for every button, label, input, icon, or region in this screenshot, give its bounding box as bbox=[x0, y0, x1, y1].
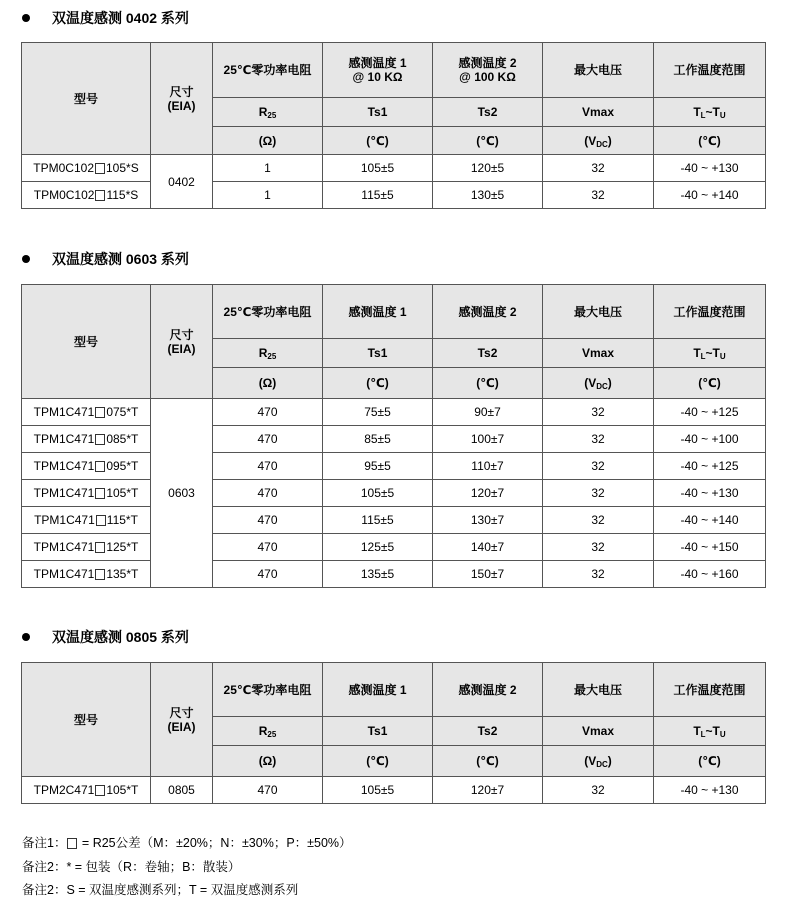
vmax-cell: 32 bbox=[543, 453, 654, 480]
ts1-cell: 95±5 bbox=[323, 453, 433, 480]
unit-ohm: (Ω) bbox=[213, 368, 323, 399]
ts2-cell: 90±7 bbox=[433, 399, 543, 426]
model-cell: TPM1C471 125*T bbox=[22, 534, 151, 561]
header-tl-tu: $T_L\sim T_U$ bbox=[654, 339, 766, 368]
vmax-cell: 32 bbox=[543, 561, 654, 588]
notes bbox=[22, 832, 352, 903]
vmax-cell: 32 bbox=[543, 399, 654, 426]
header-range: 工作温度范围 bbox=[654, 285, 766, 339]
table-row bbox=[22, 155, 766, 182]
tolerance-box-icon bbox=[95, 190, 105, 201]
table-row bbox=[22, 777, 766, 804]
header-ts2: Ts2 bbox=[433, 717, 543, 746]
r25-cell: 470 bbox=[213, 480, 323, 507]
vmax-cell: 32 bbox=[543, 507, 654, 534]
bullet-icon bbox=[22, 633, 30, 641]
ts2-cell: 140±7 bbox=[433, 534, 543, 561]
header-temp2: 感测温度 2 @ 100 KΩ bbox=[433, 43, 543, 98]
range-cell: -40 ~ +160 bbox=[654, 561, 766, 588]
range-cell: -40 ~ +130 bbox=[654, 155, 766, 182]
table-row bbox=[22, 534, 766, 561]
ts1-cell: 85±5 bbox=[323, 426, 433, 453]
header-resistance: 25℃零功率电阻 bbox=[213, 285, 323, 339]
header-vmax: 最大电压 bbox=[543, 285, 654, 339]
model-cell: TPM1C471 105*T bbox=[22, 480, 151, 507]
range-cell: -40 ~ +125 bbox=[654, 453, 766, 480]
vmax-cell: 32 bbox=[543, 777, 654, 804]
tolerance-box-icon bbox=[95, 434, 105, 445]
size-cell: 0603 bbox=[151, 399, 213, 588]
ts1-cell: 115±5 bbox=[323, 507, 433, 534]
header-size: 尺寸 (EIA) bbox=[151, 285, 213, 399]
model-cell: TPM1C471 135*T bbox=[22, 561, 151, 588]
section-heading-0603 bbox=[22, 249, 189, 269]
ts2-cell: 120±5 bbox=[433, 155, 543, 182]
tolerance-box-icon bbox=[96, 515, 106, 526]
ts2-cell: 100±7 bbox=[433, 426, 543, 453]
table-row bbox=[22, 453, 766, 480]
ts1-cell: 135±5 bbox=[323, 561, 433, 588]
size-cell: 0805 bbox=[151, 777, 213, 804]
header-tl-tu: $T_L\sim T_U$ bbox=[654, 717, 766, 746]
header-size: 尺寸 (EIA) bbox=[151, 663, 213, 777]
ts1-cell: 75±5 bbox=[323, 399, 433, 426]
ts1-cell: 115±5 bbox=[323, 182, 433, 209]
header-range: 工作温度范围 bbox=[654, 663, 766, 717]
table-row bbox=[22, 182, 766, 209]
vmax-cell: 32 bbox=[543, 155, 654, 182]
r25-cell: 470 bbox=[213, 534, 323, 561]
r25-cell: 470 bbox=[213, 426, 323, 453]
unit-celsius: (℃) bbox=[323, 368, 433, 399]
header-temp1: 感测温度 1 bbox=[323, 285, 433, 339]
header-model: 型号 bbox=[22, 663, 151, 777]
unit-celsius: (℃) bbox=[433, 127, 543, 155]
header-vmax-sym: Vmax bbox=[543, 717, 654, 746]
r25-cell: 470 bbox=[213, 453, 323, 480]
header-r25: $R_{25}$ bbox=[213, 339, 323, 368]
tolerance-box-icon bbox=[95, 488, 105, 499]
table-row bbox=[22, 507, 766, 534]
header-vmax-sym: Vmax bbox=[543, 98, 654, 127]
model-cell: TPM2C471 105*T bbox=[22, 777, 151, 804]
ts2-cell: 130±7 bbox=[433, 507, 543, 534]
header-model: 型号 bbox=[22, 43, 151, 155]
header-resistance: 25℃零功率电阻 bbox=[213, 663, 323, 717]
header-vmax: 最大电压 bbox=[543, 663, 654, 717]
header-temp2: 感测温度 2 bbox=[433, 663, 543, 717]
r25-cell: 470 bbox=[213, 561, 323, 588]
header-temp1: 感测温度 1 bbox=[323, 663, 433, 717]
ts2-cell: 130±5 bbox=[433, 182, 543, 209]
unit-ohm: (Ω) bbox=[213, 746, 323, 777]
unit-celsius: (℃) bbox=[323, 746, 433, 777]
section-title: 双温度感测 0402 系列 bbox=[52, 10, 189, 26]
model-cell: TPM1C471 075*T bbox=[22, 399, 151, 426]
header-vmax: 最大电压 bbox=[543, 43, 654, 98]
model-cell: TPM1C471 085*T bbox=[22, 426, 151, 453]
range-cell: -40 ~ +140 bbox=[654, 507, 766, 534]
r25-cell: 470 bbox=[213, 507, 323, 534]
section-title: 双温度感测 0805 系列 bbox=[52, 629, 189, 645]
header-temp2: 感测温度 2 bbox=[433, 285, 543, 339]
ts2-cell: 120±7 bbox=[433, 480, 543, 507]
table-row bbox=[22, 399, 766, 426]
ts2-cell: 150±7 bbox=[433, 561, 543, 588]
tolerance-box-icon bbox=[67, 838, 77, 849]
note-tolerance: 备注1： = R25公差（M：±20%；N：±30%；P：±50%） bbox=[22, 836, 352, 850]
section-title: 双温度感测 0603 系列 bbox=[52, 251, 189, 267]
ts1-cell: 105±5 bbox=[323, 155, 433, 182]
model-cell: TPM1C471 095*T bbox=[22, 453, 151, 480]
ts1-cell: 105±5 bbox=[323, 480, 433, 507]
tolerance-box-icon bbox=[95, 407, 105, 418]
tolerance-box-icon bbox=[95, 569, 105, 580]
header-vmax-sym: Vmax bbox=[543, 339, 654, 368]
ts1-cell: 125±5 bbox=[323, 534, 433, 561]
size-cell: 0402 bbox=[151, 155, 213, 209]
vmax-cell: 32 bbox=[543, 426, 654, 453]
unit-vdc: $(V_{DC})$ bbox=[543, 746, 654, 777]
section-heading-0805 bbox=[22, 627, 189, 647]
tolerance-box-icon bbox=[95, 785, 105, 796]
table-row bbox=[22, 561, 766, 588]
r25-cell: 470 bbox=[213, 399, 323, 426]
ts2-cell: 110±7 bbox=[433, 453, 543, 480]
unit-vdc: $(V_{DC})$ bbox=[543, 127, 654, 155]
unit-celsius: (℃) bbox=[323, 127, 433, 155]
header-ts1: Ts1 bbox=[323, 339, 433, 368]
unit-vdc: $(V_{DC})$ bbox=[543, 368, 654, 399]
unit-celsius: (℃) bbox=[433, 368, 543, 399]
vmax-cell: 32 bbox=[543, 182, 654, 209]
tolerance-box-icon bbox=[95, 461, 105, 472]
header-ts2: Ts2 bbox=[433, 339, 543, 368]
range-cell: -40 ~ +130 bbox=[654, 777, 766, 804]
r25-cell: 1 bbox=[213, 182, 323, 209]
header-r25: $R_{25}$ bbox=[213, 98, 323, 127]
header-size: 尺寸 (EIA) bbox=[151, 43, 213, 155]
header-temp1: 感测温度 1 @ 10 KΩ bbox=[323, 43, 433, 98]
range-cell: -40 ~ +100 bbox=[654, 426, 766, 453]
tolerance-box-icon bbox=[95, 163, 105, 174]
header-r25: $R_{25}$ bbox=[213, 717, 323, 746]
unit-celsius: (℃) bbox=[433, 746, 543, 777]
r25-cell: 1 bbox=[213, 155, 323, 182]
unit-celsius: (℃) bbox=[654, 368, 766, 399]
header-model: 型号 bbox=[22, 285, 151, 399]
r25-cell: 470 bbox=[213, 777, 323, 804]
section-heading-0402 bbox=[22, 8, 189, 28]
range-cell: -40 ~ +130 bbox=[654, 480, 766, 507]
unit-celsius: (℃) bbox=[654, 746, 766, 777]
model-cell: TPM0C102 105*S bbox=[22, 155, 151, 182]
model-cell: TPM0C102 115*S bbox=[22, 182, 151, 209]
range-cell: -40 ~ +150 bbox=[654, 534, 766, 561]
unit-celsius: (℃) bbox=[654, 127, 766, 155]
range-cell: -40 ~ +140 bbox=[654, 182, 766, 209]
ts2-cell: 120±7 bbox=[433, 777, 543, 804]
spec-table-0402 bbox=[21, 42, 766, 209]
model-cell: TPM1C471 115*T bbox=[22, 507, 151, 534]
table-row bbox=[22, 426, 766, 453]
tolerance-box-icon bbox=[95, 542, 105, 553]
table-row bbox=[22, 480, 766, 507]
range-cell: -40 ~ +125 bbox=[654, 399, 766, 426]
spec-table-0603 bbox=[21, 284, 766, 588]
header-ts1: Ts1 bbox=[323, 717, 433, 746]
ts1-cell: 105±5 bbox=[323, 777, 433, 804]
vmax-cell: 32 bbox=[543, 480, 654, 507]
header-ts2: Ts2 bbox=[433, 98, 543, 127]
note-packaging: 备注2：* = 包装（R：卷轴；B：散装） bbox=[22, 859, 241, 874]
header-tl-tu: $T_L\sim T_U$ bbox=[654, 98, 766, 127]
bullet-icon bbox=[22, 14, 30, 22]
spec-table-0805 bbox=[21, 662, 766, 804]
vmax-cell: 32 bbox=[543, 534, 654, 561]
header-resistance: 25℃零功率电阻 bbox=[213, 43, 323, 98]
note-series: 备注2：S = 双温度感测系列；T = 双温度感测系列 bbox=[22, 883, 299, 897]
header-range: 工作温度范围 bbox=[654, 43, 766, 98]
unit-ohm: (Ω) bbox=[213, 127, 323, 155]
header-ts1: Ts1 bbox=[323, 98, 433, 127]
bullet-icon bbox=[22, 255, 30, 263]
